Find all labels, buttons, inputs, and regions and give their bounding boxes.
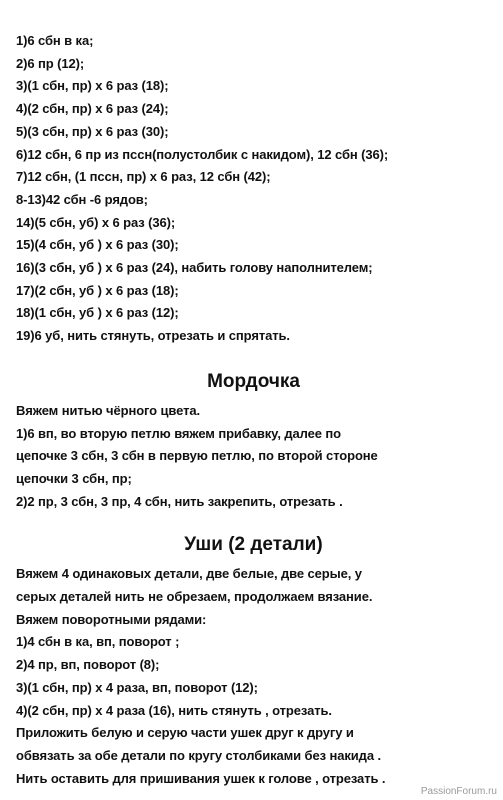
pattern-row: 14)(5 сбн, уб) х 6 раз (36);: [16, 214, 176, 230]
ears-heading: Уши (2 детали): [184, 534, 323, 556]
pattern-row: цепочке 3 сбн, 3 сбн в первую петлю, по второй стороне: [16, 448, 378, 464]
pattern-row: 2)2 пр, 3 сбн, 3 пр, 4 сбн, нить закрепить, отрезать .: [16, 493, 343, 509]
pattern-row: 2)6 пр (12);: [16, 55, 85, 71]
ears-section: [16, 563, 491, 790]
pattern-row: Вяжем поворотными рядами:: [16, 611, 207, 627]
pattern-row: Вяжем 4 одинаковых детали, две белые, две серые, у: [16, 566, 362, 582]
pattern-row: Приложить белую и серую части ушек друг к другу и: [16, 725, 354, 741]
pattern-row: 4)(2 сбн, пр) х 6 раз (24);: [16, 101, 169, 117]
pattern-row: обвязать за обе детали по кругу столбиками без накида .: [16, 747, 381, 763]
pattern-row: 15)(4 сбн, уб ) х 6 раз (30);: [16, 237, 179, 253]
pattern-row: 7)12 сбн, (1 пссн, пр) х 6 раз, 12 сбн (42);: [16, 169, 271, 185]
pattern-row: 18)(1 сбн, уб ) х 6 раз (12);: [16, 305, 179, 321]
pattern-row: Вяжем нитью чёрного цвета.: [16, 402, 201, 418]
pattern-row: 19)6 уб, нить стянуть, отрезать и спрятать.: [16, 328, 290, 344]
mordochka-heading: Мордочка: [207, 370, 300, 392]
pattern-row: цепочки 3 сбн, пр;: [16, 470, 132, 486]
pattern-row: 5)(3 сбн, пр) х 6 раз (30);: [16, 123, 169, 139]
pattern-row: Нить оставить для пришивания ушек к голове , отрезать .: [16, 770, 386, 786]
document-page: [16, 30, 491, 790]
pattern-row: 6)12 сбн, 6 пр из пссн(полустолбик с накидом), 12 сбн (36);: [16, 146, 389, 162]
watermark: PassionForum.ru: [420, 786, 497, 797]
pattern-row: 17)(2 сбн, уб ) х 6 раз (18);: [16, 282, 179, 298]
pattern-row: 3)(1 сбн, пр) х 4 раза, вп, поворот (12);: [16, 679, 258, 695]
pattern-row: серых деталей нить не обрезаем, продолжаем вязание.: [16, 589, 373, 605]
head-pattern-section: [16, 30, 491, 348]
pattern-row: 16)(3 сбн, уб ) х 6 раз (24), набить голову наполнителем;: [16, 260, 373, 276]
pattern-row: 1)6 сбн в ка;: [16, 33, 94, 48]
pattern-row: 2)4 пр, вп, поворот (8);: [16, 657, 160, 673]
pattern-row: 1)6 вп, во вторую петлю вяжем прибавку, далее по: [16, 425, 341, 441]
pattern-row: 1)4 сбн в ка, вп, поворот ;: [16, 634, 180, 650]
pattern-row: 8-13)42 сбн -6 рядов;: [16, 191, 148, 207]
mordochka-section: [16, 400, 491, 514]
pattern-row: 3)(1 сбн, пр) х 6 раз (18);: [16, 78, 169, 94]
pattern-row: 4)(2 сбн, пр) х 4 раза (16), нить стянуть , отрезать.: [16, 702, 332, 718]
